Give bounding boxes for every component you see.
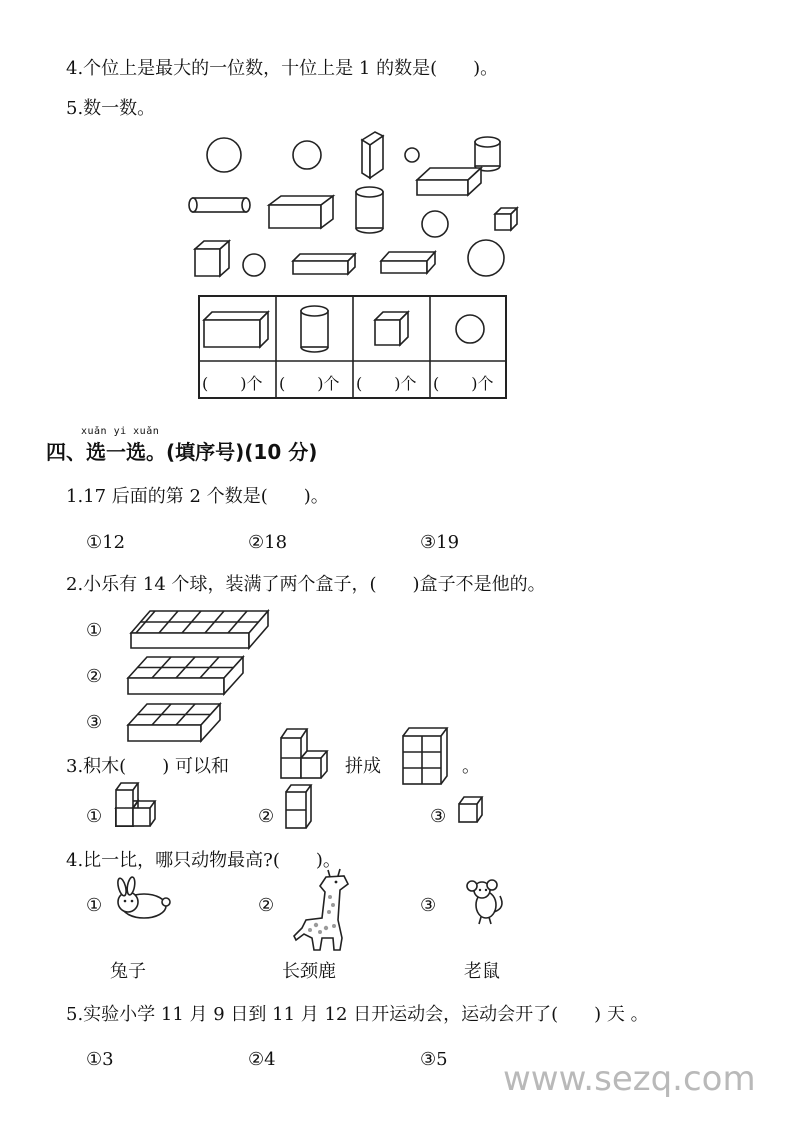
l-shape-blocks-icon [281, 729, 327, 778]
q2-option-3[interactable]: ③ [86, 712, 103, 733]
giraffe-icon [294, 869, 348, 950]
box-6-icon [128, 704, 220, 741]
rabbit-icon [116, 877, 170, 918]
question-3-part-a: 3.积木( ) 可以和 [66, 756, 229, 777]
q5-option-3[interactable]: ③5 [420, 1049, 448, 1070]
target-blocks-icon [403, 728, 447, 784]
option2-blocks-icon [286, 785, 311, 828]
option3-cube-icon [459, 797, 482, 822]
option1-complete [116, 783, 155, 826]
question-4: 4.比一比，哪只动物最高?( )。 [66, 850, 341, 871]
q4-option-3[interactable]: ③ [420, 895, 437, 916]
question-3-part-c: 。 [462, 756, 480, 777]
question-fill-4: 4.个位上是最大的一位数，十位上是 1 的数是( )。 [66, 58, 499, 79]
box-8-icon [128, 657, 243, 694]
q3-option-1[interactable]: ① [86, 806, 103, 827]
question-3-part-b: 拼成 [345, 756, 381, 777]
animal-label-mouse: 老鼠 [464, 961, 500, 982]
watermark: www.sezq.com [503, 1059, 756, 1099]
section-pinyin: xuǎn yi xuǎn [81, 426, 160, 437]
q2-option-1[interactable]: ① [86, 620, 103, 641]
question-count-5: 5.数一数。 [66, 98, 156, 119]
q5-option-1[interactable]: ①3 [86, 1049, 114, 1070]
mouse-icon [467, 880, 502, 924]
q2-option-2[interactable]: ② [86, 666, 103, 687]
q4-option-1[interactable]: ① [86, 895, 103, 916]
animal-label-rabbit: 兔子 [110, 961, 146, 982]
q1-option-3[interactable]: ③19 [420, 532, 460, 553]
question-2: 2.小乐有 14 个球，装满了两个盒子，( )盒子不是他的。 [66, 574, 546, 595]
q5-option-2[interactable]: ②4 [248, 1049, 276, 1070]
animal-label-giraffe: 长颈鹿 [282, 961, 336, 982]
question-1: 1.17 后面的第 2 个数是( )。 [66, 486, 329, 507]
question-5: 5.实验小学 11 月 9 日到 11 月 12 日开运动会，运动会开了( ) 天 。 [66, 1004, 649, 1025]
q1-option-2[interactable]: ②18 [248, 532, 288, 553]
count-cell-sphere[interactable]: ( )个 [433, 374, 494, 393]
section-title: 四、选一选。(填序号)(10 分) [46, 440, 318, 464]
q4-option-2[interactable]: ② [258, 895, 275, 916]
q3-option-2[interactable]: ② [258, 806, 275, 827]
q1-option-1[interactable]: ①12 [86, 532, 126, 553]
count-cell-cuboid[interactable]: ( )个 [202, 374, 263, 393]
count-cell-cylinder[interactable]: ( )个 [279, 374, 340, 393]
count-cell-cube[interactable]: ( )个 [356, 374, 417, 393]
q3-option-3[interactable]: ③ [430, 806, 447, 827]
